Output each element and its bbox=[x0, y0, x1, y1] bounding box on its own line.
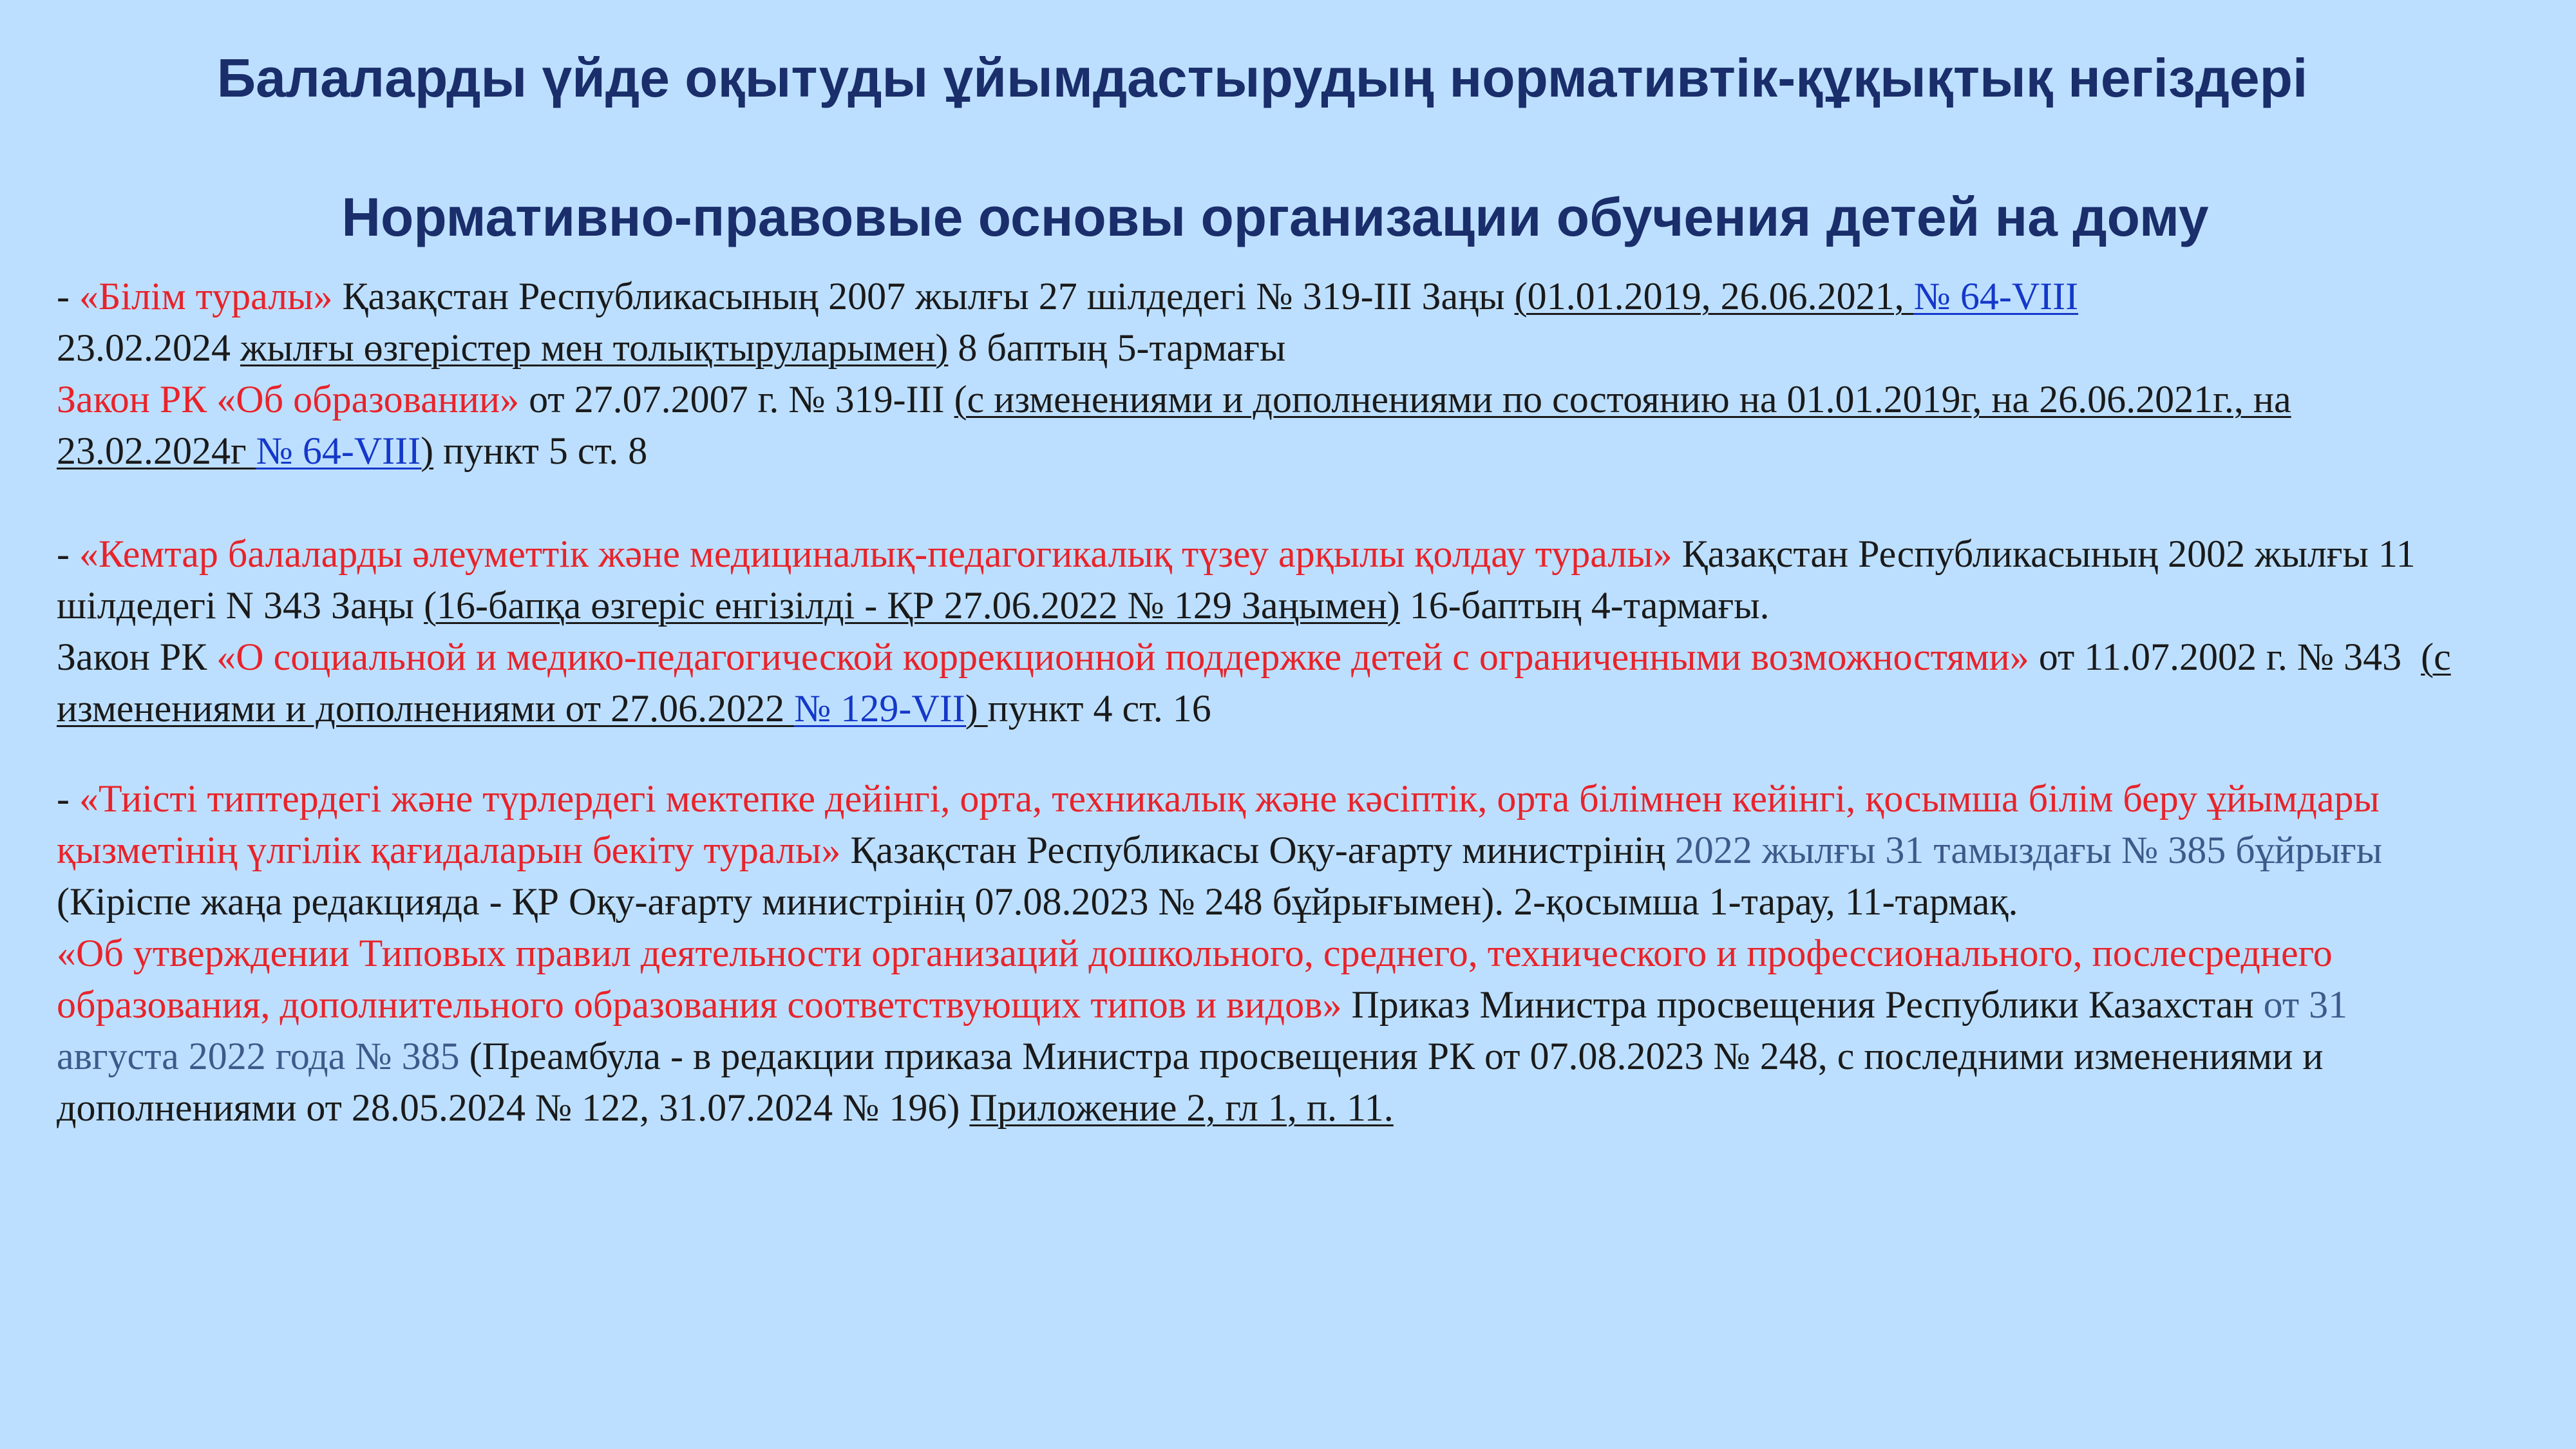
order-reference: от 31 августа 2022 года № 385 bbox=[57, 983, 2348, 1077]
amendment-date: 23.02.2024 bbox=[57, 327, 231, 369]
law-text: Приказ Министра просвещения Республики Казахстан bbox=[1341, 983, 2264, 1026]
section3-kz-paragraph bbox=[57, 773, 2452, 927]
clause-text: 16-баптың 4-тармағы. bbox=[1399, 584, 1770, 627]
law-prefix: Закон РК bbox=[57, 636, 217, 678]
section3-ru-paragraph bbox=[57, 927, 2452, 1133]
spacer bbox=[57, 477, 2452, 528]
amendments-text: (16-бапқа өзгеріс енгізілді - ҚР 27.06.2022 № 129 Заңымен) bbox=[424, 584, 1400, 627]
content bbox=[57, 270, 2452, 1133]
law-text: Қазақстан Республикасының 2007 жылғы 27 шілдедегі № 319-ІІІ Заңы bbox=[332, 275, 1515, 317]
law-name: «Тиісті типтердегі және түрлердегі мектепке дейінгі, орта, техникалық және кәсіптік, орта білімнен кейінгі, қосымша білім беру ұйымдары қызметінің үлгілік қағидаларын бекіту туралы» bbox=[57, 777, 2380, 871]
spacer bbox=[57, 734, 2452, 773]
list-dash: - bbox=[57, 275, 79, 317]
rest-text: (Преамбула - в редакции приказа Министра просвещения РК от 07.08.2023 № 248, с последними изменениями и дополнениями от 28.05.2024 № 122, 31.07.2024 № 196) bbox=[57, 1035, 2324, 1129]
rest-text: (Кіріспе жаңа редакцияда - ҚР Оқу-ағарту министрінің 07.08.2023 № 248 бұйрығымен). 2-қосымша 1-тарау, 11-тармақ. bbox=[57, 880, 2018, 923]
law-name: «Кемтар балаларды әлеуметтік және медициналық-педагогикалық түзеу арқылы қолдау туралы» bbox=[79, 533, 1672, 575]
clause-text: пункт 5 ст. 8 bbox=[433, 430, 648, 472]
amendments-text: (01.01.2019, 26.06.2021, bbox=[1514, 275, 1914, 317]
law-text: Қазақстан Республикасының 2002 жылғы 11 шілдедегі N 343 Заңы bbox=[57, 533, 2416, 627]
amendments-text-cont: жылғы өзгерістер мен толықтыруларымен) bbox=[240, 327, 949, 369]
clause-text: 8 баптың 5-тармағы bbox=[948, 327, 1286, 369]
order-reference: 2022 жылғы 31 тамыздағы № 385 бұйрығы bbox=[1674, 829, 2383, 871]
section2-kz-paragraph bbox=[57, 528, 2452, 631]
spacer bbox=[231, 327, 240, 369]
amendment-link[interactable]: № 64-VIII bbox=[256, 430, 421, 472]
amendments-close: ) bbox=[965, 687, 988, 730]
title-kazakh: Балаларды үйде оқытуды ұйымдастырудың нормативтік-құқықтық негіздері bbox=[216, 48, 2308, 108]
section2-ru-paragraph bbox=[57, 631, 2452, 734]
amendment-link[interactable]: № 64-VІІІ bbox=[1913, 275, 2079, 317]
amendments-text: (с изменениями и дополнениями по состоянию на 01.01.2019г, на 26.06.2021г., на 23.02.2024г bbox=[57, 378, 2291, 472]
amendments-text: (с изменениями и дополнениями от 27.06.2022 bbox=[57, 636, 2451, 730]
law-name: «Білім туралы» bbox=[79, 275, 333, 317]
list-dash: - bbox=[57, 777, 79, 820]
law-name: «О социальной и медико-педагогической коррекционной поддержке детей с ограниченными возможностями» bbox=[216, 636, 2029, 678]
section1-ru-paragraph bbox=[57, 374, 2452, 477]
clause-text: пункт 4 ст. 16 bbox=[987, 687, 1211, 730]
section1-kz-paragraph bbox=[57, 270, 2452, 374]
amendment-link[interactable]: № 129-VII bbox=[794, 687, 965, 730]
clause-text: Приложение 2, гл 1, п. 11. bbox=[969, 1086, 1394, 1129]
law-text: Қазақстан Республикасы Оқу-ағарту министрінің bbox=[840, 829, 1675, 871]
law-name: Закон РК «Об образовании» bbox=[57, 378, 520, 421]
title-russian: Нормативно-правовые основы организации обучения детей на дому bbox=[341, 187, 2209, 247]
law-name: «Об утверждении Типовых правил деятельности организаций дошкольного, среднего, технического и профессионального, послесреднего образования, дополнительного образования соответствующих типов и видов» bbox=[57, 932, 2333, 1026]
law-text: от 27.07.2007 г. № 319-III bbox=[519, 378, 954, 421]
list-dash: - bbox=[57, 533, 79, 575]
amendments-close: ) bbox=[421, 430, 434, 472]
law-text: от 11.07.2002 г. № 343 bbox=[2029, 636, 2421, 678]
